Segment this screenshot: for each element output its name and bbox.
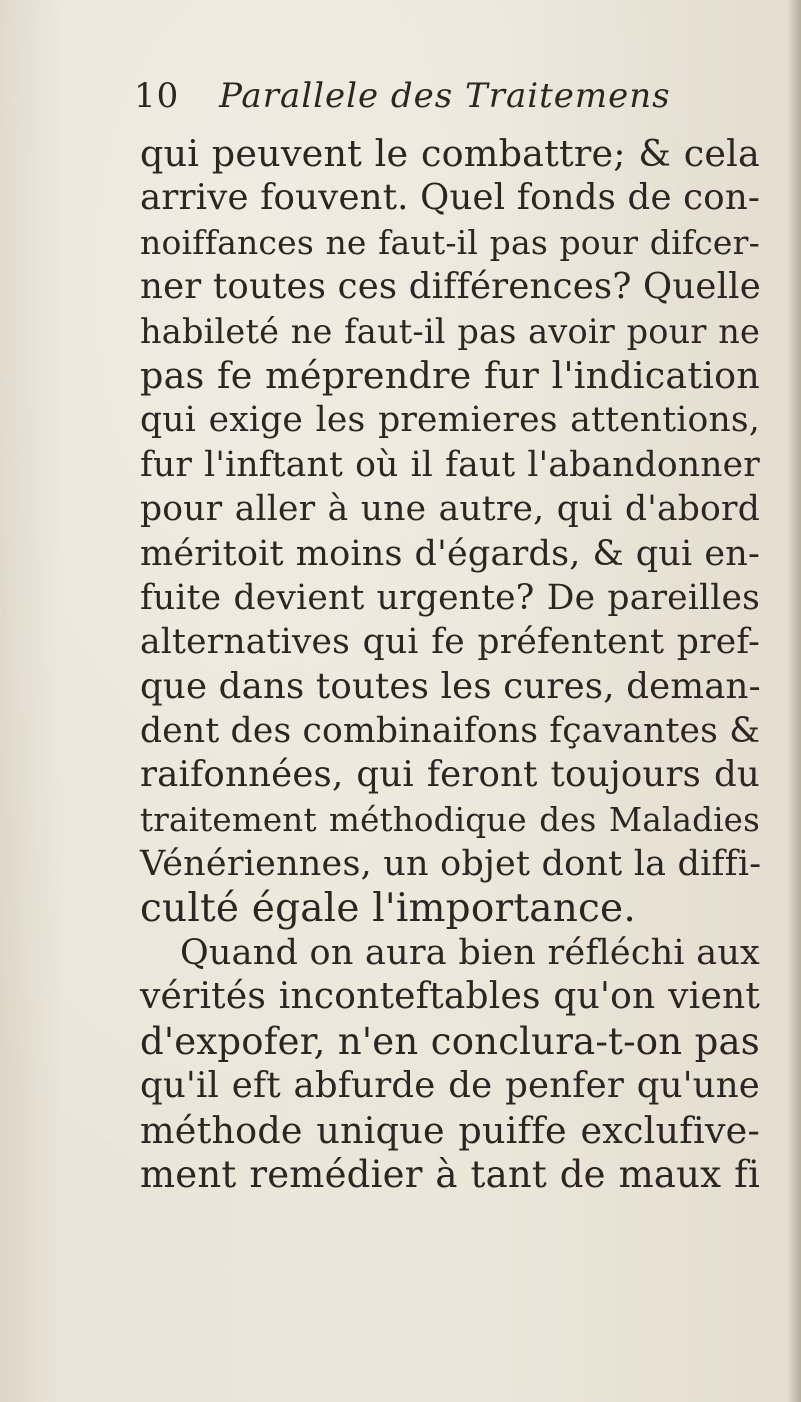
text-line: pour aller à une autre, qui d'abord — [140, 489, 760, 530]
text-line: qui peuvent le combattre; & cela — [140, 132, 760, 175]
text-line: méthode unique puiffe exclufive- — [140, 1108, 760, 1152]
text-line: vérités inconteftables qu'on vient — [140, 976, 760, 1018]
paragraph-start-line: Quand on aura bien réfléchi aux — [180, 933, 760, 974]
text-line: d'expofer, n'en conclura-t-on pas — [140, 1019, 760, 1063]
text-line: traitement méthodique des Maladies — [140, 800, 760, 839]
body-text — [140, 132, 760, 1197]
text-line: pas fe méprendre fur l'indication — [140, 353, 760, 397]
text-line: Vénériennes, un objet dont la diffi- — [140, 844, 762, 885]
running-title: Parallele des Traitemens — [219, 76, 671, 116]
text-line: fuite devient urgente? De pareilles — [140, 577, 760, 618]
page-number: 10 — [134, 76, 180, 116]
text-line: arrive fouvent. Quel fonds de con- — [140, 177, 761, 219]
text-line: méritoit moins d'égards, & qui en- — [140, 533, 760, 574]
page-header — [134, 76, 671, 116]
text-line: habileté ne faut-il pas avoir pour ne — [140, 311, 760, 351]
text-line: alternatives qui fe préfentent pref- — [140, 622, 760, 663]
text-line: ner toutes ces différences? Quelle — [140, 266, 761, 308]
text-line: qui exige les premieres attentions, — [140, 400, 760, 441]
text-line: que dans toutes les cures, deman- — [140, 665, 761, 707]
page-edge-shadow — [787, 0, 801, 1402]
text-line: dent des combinaifons fçavantes & — [140, 711, 761, 752]
text-line: ment remédier à tant de maux fi — [140, 1152, 760, 1196]
text-line: qu'il eft abfurde de penfer qu'une — [140, 1065, 760, 1107]
text-line: noiffances ne faut-il pas pour difcer- — [140, 222, 760, 262]
paragraph-end-line: culté égale l'importance. — [140, 885, 636, 931]
text-line: fur l'inftant où il faut l'abandonner — [140, 444, 760, 485]
text-line: raifonnées, qui feront toujours du — [140, 754, 760, 796]
